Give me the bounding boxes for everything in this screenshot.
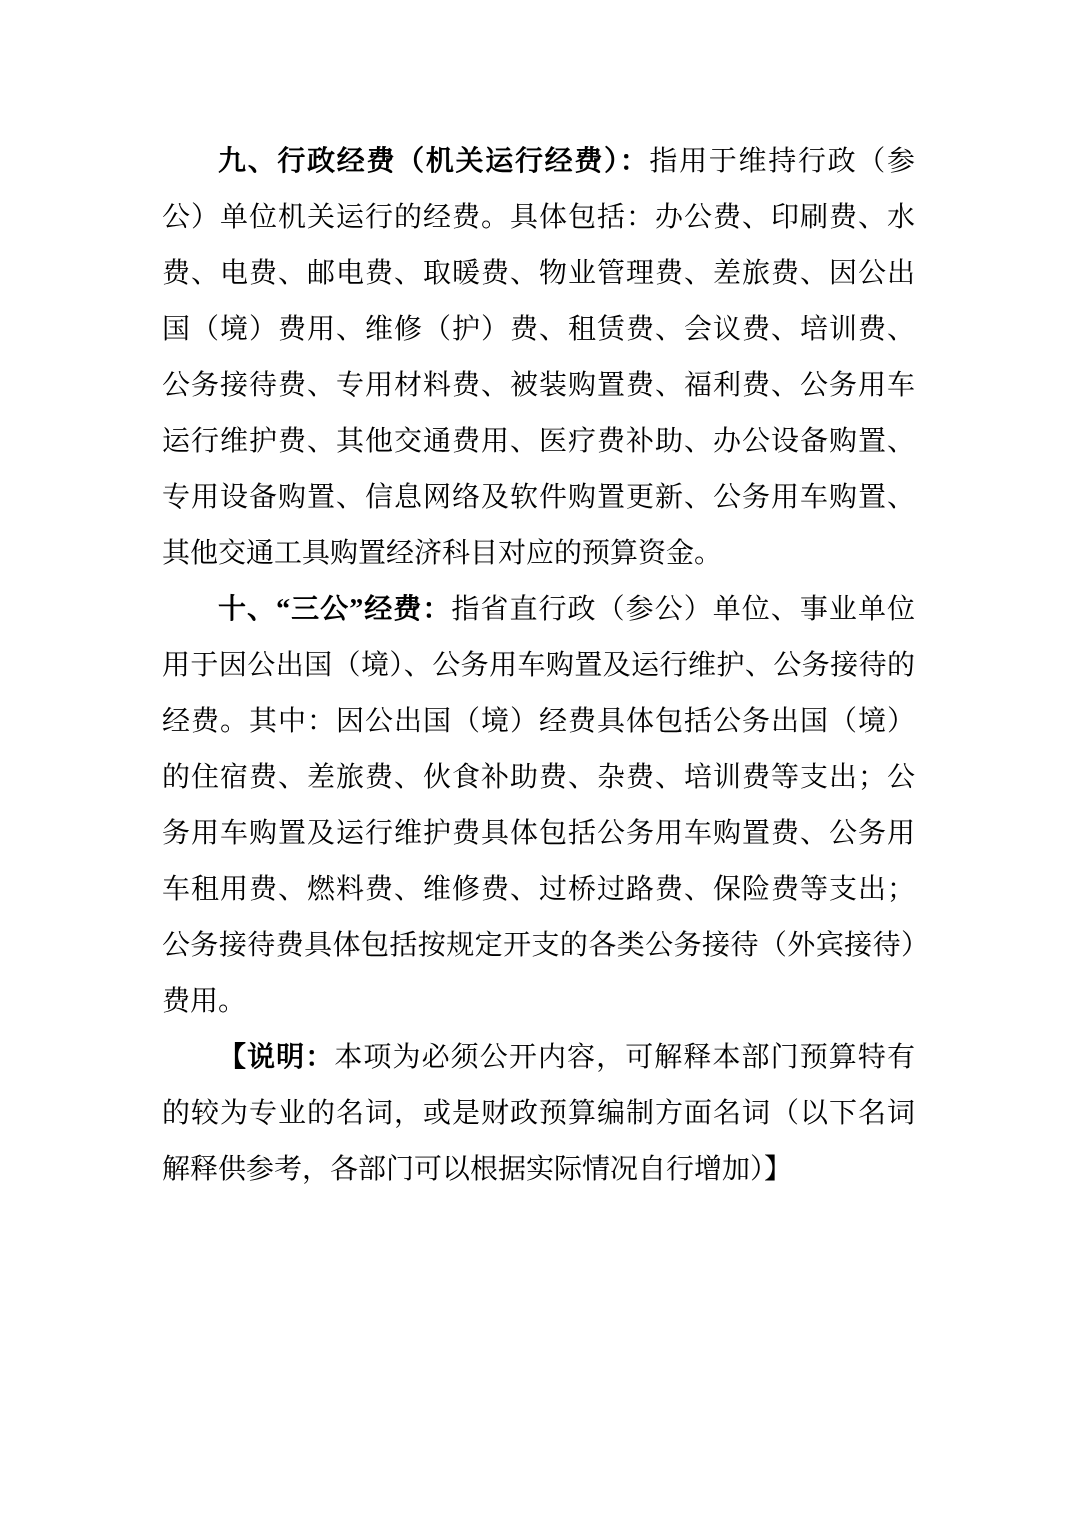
admin-expenses-term-label: 九、行政经费（机关运行经费）：: [218, 146, 650, 177]
three-public-funds-definition-text: 指省直行政（参公）单位、事业单位用于因公出国（境）、公务用车购置及运行维护、公务接待的经费。其中：因公出国（境）经费具体包括公务出国（境）的住宿费、差旅费、伙食补助费、杂费、培训费等支出；公务用车购置及运行维护费具体包括公务用车购置费、公务用车租用费、燃料费、维修费、过桥过路费、保险费等支出；公务接待费具体包括按规定开支的各类公务接待（外宾接待）费用。: [162, 594, 915, 1017]
note-text: 本项为必须公开内容，可解释本部门预算特有的较为专业的名词，或是财政预算编制方面名词（以下名词解释供参考，各部门可以根据实际情况自行增加）】: [162, 1042, 915, 1185]
paragraph-admin-expenses: [162, 134, 915, 582]
paragraph-note: [162, 1030, 915, 1198]
document-content: [162, 134, 915, 1198]
paragraph-three-public-funds: [162, 582, 915, 1030]
admin-expenses-definition-text: 指用于维持行政（参公）单位机关运行的经费。具体包括：办公费、印刷费、水费、电费、邮电费、取暖费、物业管理费、差旅费、因公出国（境）费用、维修（护）费、租赁费、会议费、培训费、公务接待费、专用材料费、被装购置费、福利费、公务用车运行维护费、其他交通费用、医疗费补助、办公设备购置、专用设备购置、信息网络及软件购置更新、公务用车购置、其他交通工具购置经济科目对应的预算资金。: [162, 146, 915, 569]
note-label: 【说明：: [218, 1042, 335, 1073]
three-public-funds-term-label: 十、“三公”经费：: [218, 594, 452, 625]
